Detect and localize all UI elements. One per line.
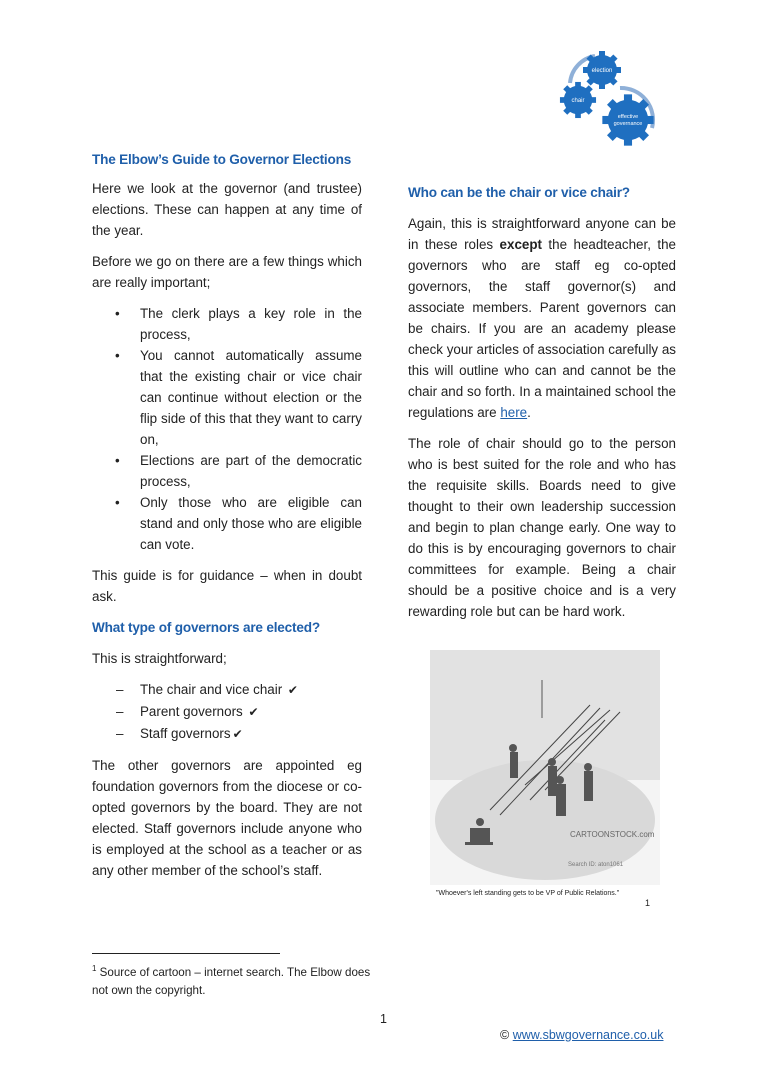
gear-governance-label: governance [613, 121, 643, 127]
right-column [408, 178, 676, 632]
gear-election [583, 51, 621, 89]
check-icon: ✔ [287, 683, 298, 697]
list-item: – The chair and vice chair ✔ [116, 682, 298, 697]
list-item: • Elections are part of the democratic process, [140, 450, 362, 492]
footnote: $^1$ Source of cartoon – internet search. The Elbow does not own the copyright. [92, 964, 371, 997]
except-emphasis: except [499, 237, 542, 252]
list-item: – Staff governors ✔ [116, 726, 243, 741]
bullet-mark: • [115, 306, 120, 321]
cartoon-caption: "Whoever's left standing gets to be VP of Public Relations." [436, 890, 620, 897]
website-link[interactable]: www.sbwgovernance.co.uk [512, 1028, 664, 1042]
bullet-mark: • [115, 495, 120, 510]
section-heading-chair: Who can be the chair or vice chair? [408, 185, 630, 200]
cartoon-search-id: Search ID: aton1061 [568, 862, 624, 868]
page-number: 1 [380, 1012, 387, 1026]
bullet-mark: • [115, 348, 120, 363]
gear-chair-label: chair [571, 98, 585, 104]
list-item: • Only those who are eligible can stand and only those who are eligible can vote. [140, 492, 362, 555]
section-heading-elected: What type of governors are elected? [92, 620, 320, 635]
gear-effective-governance [602, 94, 653, 145]
regulations-link[interactable]: here [500, 405, 528, 420]
list-item: • The clerk plays a key role in the process, [140, 303, 362, 345]
document-title: The Elbow’s Guide to Governor Elections [92, 152, 352, 167]
important-points-list [92, 303, 362, 555]
intro-paragraph: Here we look at the governor (and trustee) elections. These can happen at any time of the year. [92, 181, 362, 238]
gear-effective-label: effective [617, 114, 639, 120]
before-paragraph: Before we go on there are a few things which are really important; [92, 254, 362, 290]
list-item: – Parent governors ✔ [116, 704, 259, 719]
cartoon-image [430, 650, 660, 902]
straightforward-paragraph: This is straightforward; [92, 651, 227, 666]
guidance-paragraph: This guide is for guidance – when in doubt ask. [92, 568, 362, 604]
chair-eligibility-paragraph: Again, this is straightforward anyone can be in these roles except the headteacher, the governors who are staff eg co-opted governors, the staff governor(s) and associate members. Parent governors can be chairs. If you are an academy please check your articles of association carefully as this will outline who can and cannot be the chair and so forth. In a maintained school the regulations are here. [408, 216, 676, 420]
other-governors-paragraph: The other governors are appointed eg foundation governors from the diocese or co-opted governors by the board. They are not elected. Staff governors include anyone who is employed at the school as a teacher or as any other member of the school’s staff. [92, 758, 362, 878]
check-icon: ✔ [248, 705, 259, 719]
left-column [92, 178, 362, 891]
governance-gears-diagram [540, 48, 660, 148]
gear-chair [560, 82, 596, 118]
elected-governors-list [92, 679, 362, 745]
list-item: • You cannot automatically assume that the existing chair or vice chair can continue without election or the flip side of this that they want to carry on, [140, 345, 362, 450]
cartoon-watermark: CARTOONSTOCK.com [570, 830, 655, 839]
footnote-reference: 1 [645, 898, 651, 908]
bullet-mark: • [115, 453, 120, 468]
gear-election-label: election [591, 68, 613, 74]
copyright-line: © www.sbwgovernance.co.uk [500, 1028, 664, 1042]
chair-role-paragraph: The role of chair should go to the person who is best suited for the role and who has the requisite skills. Boards need to give thought to their own leadership succession and begin to plan change early. One way to do this is by encouraging governors to chair committees for example. Being a chair should be a positive choice and is a very rewarding role but can be hard work. [408, 436, 676, 619]
footnote-divider [92, 953, 280, 954]
check-icon: ✔ [232, 727, 243, 741]
